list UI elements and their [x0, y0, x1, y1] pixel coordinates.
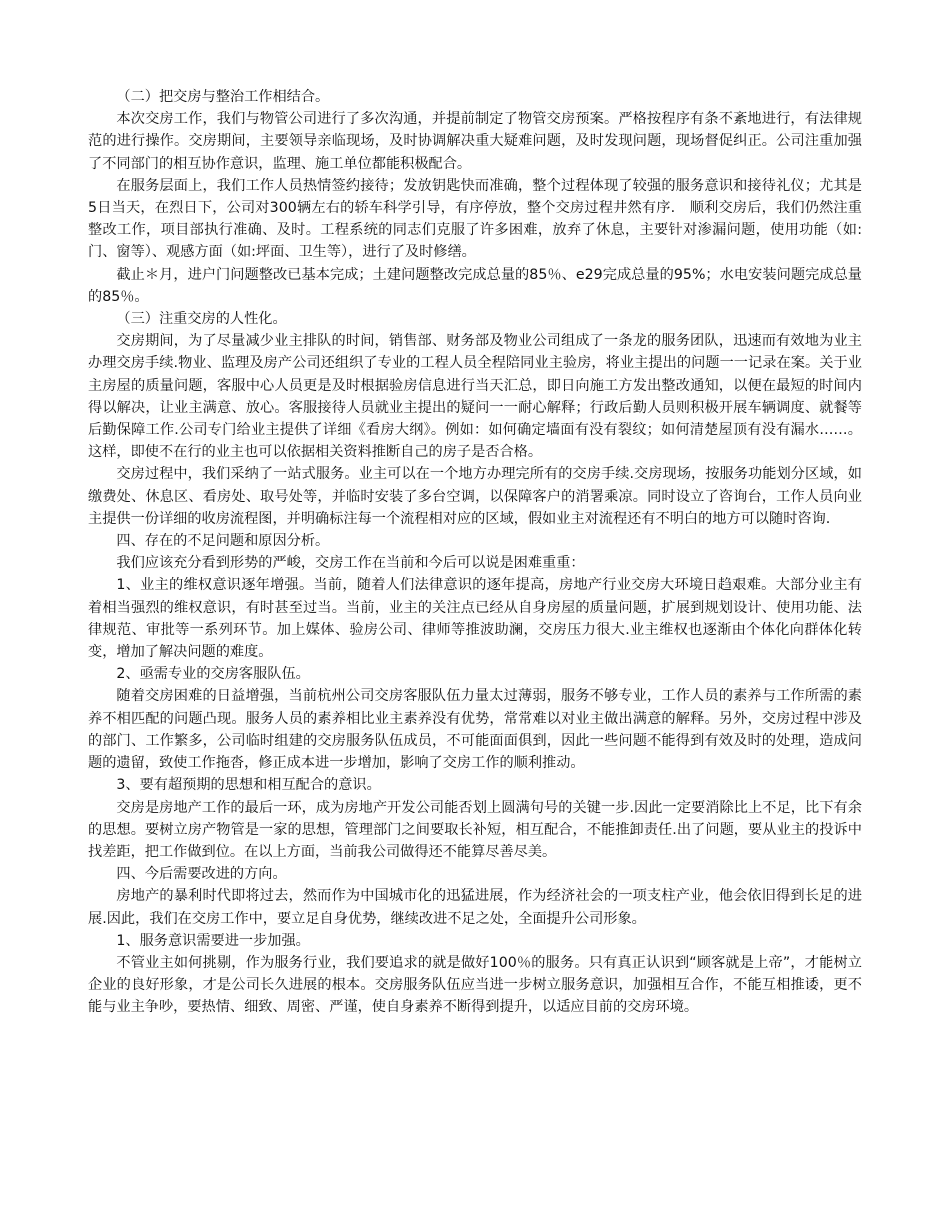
paragraph: 房地产的暴利时代即将过去，然而作为中国城市化的迅猛进展，作为经济社会的一项支柱产业，他会依旧得到长足的进展.因此，我们在交房工作中，要立足自身优势，继续改进不足之处，全面提升公司形象。 — [88, 888, 862, 927]
section-heading-5: 四、今后需要改进的方向。 — [116, 866, 287, 883]
paragraph: 在服务层面上，我们工作人员热情签约接待；发放钥匙快而准确，整个过程体现了较强的服务意识和接待礼仪；尤其是5日当天，在烈日下，公司对300辆左右的轿车科学引导，有序停放，整个交房过程井然有序. 顺利交房后，我们仍然注重整改工作，项目部执行准确、及时。工程系统的同志们克服了许多困难，放弃了休息，主要针对渗漏问题，使用功能（如:门、窗等）、观感方面（如:坪面、卫生等），进行了及时修缮。 — [88, 177, 862, 261]
document-body — [88, 86, 862, 1019]
subheading: 1、服务意识需要进一步加强。 — [116, 932, 310, 949]
paragraph: 1、业主的维权意识逐年增强。当前，随着人们法律意识的逐年提高，房地产行业交房大环境日趋艰难。大部分业主有着相当强烈的维权意识，有时甚至过当。当前，业主的关注点已经从自身房屋的质量问题，扩展到规划设计、使用功能、法律规范、审批等一系列环节。加上媒体、验房公司、律师等推波助澜，交房压力很大.业主维权也逐渐由个体化向群体化转变，增加了解决问题的难度。 — [88, 577, 862, 661]
subheading: 2、亟需专业的交房客服队伍。 — [116, 666, 310, 683]
section-heading-2: （二）把交房与整治工作相结合。 — [116, 89, 330, 105]
paragraph: 随着交房困难的日益增强，当前杭州公司交房客服队伍力量太过薄弱，服务不够专业，工作人员的素养与工作所需的素养不相匹配的问题凸现。服务人员的素养相比业主素养没有优势，常常难以对业主做出满意的解释。另外，交房过程中涉及的部门、工作繁多，公司临时组建的交房服务队伍成员，不可能面面俱到，因此一些问题不能得到有效及时的处理，造成问题的遗留，致使工作拖沓，修正成本进一步增加，影响了交房工作的顺利推动。 — [88, 688, 862, 772]
paragraph: 交房期间，为了尽量减少业主排队的时间，销售部、财务部及物业公司组成了一条龙的服务团队，迅速而有效地为业主办理交房手续.物业、监理及房产公司还组织了专业的工程人员全程陪同业主验房，将业主提出的问题一一记录在案。关于业主房屋的质量问题，客服中心人员更是及时根据验房信息进行当天汇总，即日向施工方发出整改通知，以便在最短的时间内得以解决，让业主满意、放心。客服接待人员就业主提出的疑问一一耐心解释；行政后勤人员则积极开展车辆调度、就餐等后勤保障工作.公司专门给业主提供了详细《看房大纲》。例如：如何确定墙面有没有裂纹；如何清楚屋顶有没有漏水……。这样，即使不在行的业主也可以依据相关资料推断自己的房子是否合格。 — [88, 333, 862, 461]
paragraph: 不管业主如何挑剔，作为服务行业，我们要追求的就是做好100％的服务。只有真正认识到“顾客就是上帝”，才能树立企业的良好形象，才是公司长久进展的根本。交房服务队伍应当进一步树立服务意识，加强相互合作，不能互相推诿，更不能与业主争吵，要热情、细致、周密、严谨，使自身素养不断得到提升，以适应目前的交房环境。 — [88, 954, 862, 1016]
section-heading-4: 四、存在的不足问题和原因分析。 — [116, 533, 330, 550]
paragraph: 交房过程中，我们采纳了一站式服务。业主可以在一个地方办理完所有的交房手续.交房现场，按服务功能划分区域，如缴费处、休息区、看房处、取号处等，并临时安装了多台空调，以保障客户的消署乘凉。同时设立了咨询台，工作人员向业主提供一份详细的收房流程图，并明确标注每一个流程相对应的区域，假如业主对流程还有不明白的地方可以随时咨询. — [88, 466, 862, 527]
subheading: 3、要有超预期的思想和相互配合的意识。 — [116, 777, 381, 794]
paragraph: 我们应该充分看到形势的严峻，交房工作在当前和今后可以说是困难重重： — [116, 555, 585, 572]
paragraph: 本次交房工作，我们与物管公司进行了多次沟通，并提前制定了物管交房预案。严格按程序有条不紊地进行，有法律规范的进行操作。交房期间，主要领导亲临现场，及时协调解决重大疑难问题，及时发现问题，现场督促纠正。公司注重加强了不同部门的相互协作意识，监理、施工单位都能积极配合。 — [88, 111, 862, 172]
section-heading-3: （三）注重交房的人性化。 — [116, 311, 287, 328]
paragraph: 截止＊月，进户门问题整改已基本完成；土建问题整改完成总量的85％、e29完成总量的95%；水电安装问题完成总量的85％。 — [88, 266, 862, 305]
paragraph: 交房是房地产工作的最后一环，成为房地产开发公司能否划上圆满句号的关键一步.因此一定要消除比上不足，比下有余的思想。要树立房产物管是一家的思想，管理部门之间要取长补短，相互配合，不能推卸责任.出了问题，要从业主的投诉中找差距，把工作做到位。在以上方面，当前我公司做得还不能算尽善尽美。 — [88, 799, 862, 860]
